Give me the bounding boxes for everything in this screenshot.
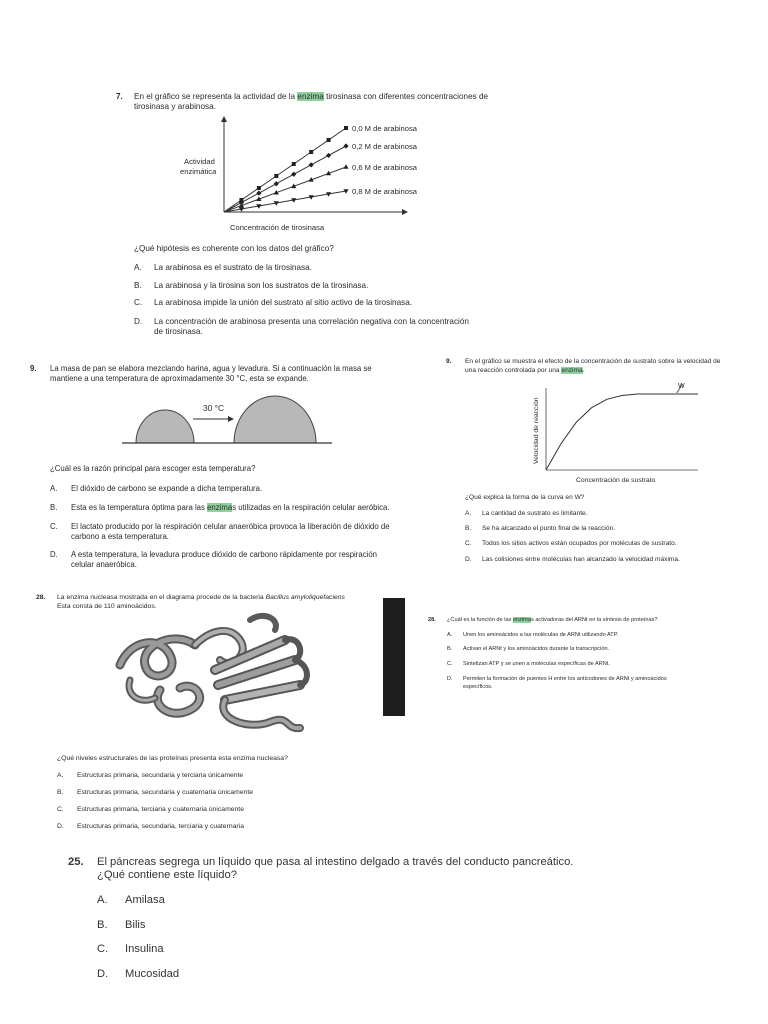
question-number: 9.: [30, 364, 37, 373]
y-axis-label-line2: enzimática: [180, 167, 217, 176]
option-text: Permiten la formación de puentes H entre los anticodones de ARNt y aminoácidos: [463, 676, 667, 682]
stem-text: una reacción controlada por una: [465, 367, 562, 374]
option-letter: B.: [465, 525, 472, 532]
option-letter: C.: [134, 298, 143, 307]
option-text: Sintetizan ATP y se unen a moléculas específicas de ARNt.: [463, 661, 610, 667]
option-text-line2: de tirosinasa.: [154, 327, 203, 336]
question-number: 28.: [428, 617, 436, 623]
option-text-line2: específicos.: [463, 684, 493, 690]
question-prompt: ¿Qué hipótesis es coherente con los datos del gráfico?: [134, 244, 334, 253]
option-text-part: Esta es la temperatura óptima para las: [71, 503, 208, 512]
option-text: Estructuras primaria, secundaria y cuaternaria únicamente: [77, 789, 254, 796]
question-prompt: ¿Qué niveles estructurales de las proteínas presenta esta enzima nucleasa?: [57, 755, 288, 762]
series-label: 0,8 M de arabinosa: [352, 187, 418, 196]
option-text: La arabinosa es el sustrato de la tirosinasa.: [154, 263, 312, 272]
chart-plot-area: [221, 116, 418, 215]
option-text: El dióxido de carbono se expande a dicha temperatura.: [71, 484, 263, 493]
temperature-label: 30 °C: [203, 403, 225, 413]
option-text: La concentración de arabinosa presenta una correlación negativa con la concentración: [154, 317, 469, 326]
data-point: [257, 186, 261, 190]
option-text: Insulina: [125, 943, 164, 955]
stem-text: .: [582, 367, 585, 374]
option-letter: A.: [97, 894, 108, 906]
question-number: 25.: [68, 856, 84, 868]
data-point: [309, 150, 313, 154]
question-prompt: ¿Cuál es la razón principal para escoger esta temperatura?: [50, 464, 256, 473]
y-axis-label-line1: Actividad: [184, 157, 215, 166]
data-point: [292, 162, 296, 166]
small-dough-shape: [136, 410, 194, 443]
option-letter: B.: [50, 503, 58, 512]
option-text-part: s utilizadas en la respiración celular aeróbica.: [232, 503, 390, 512]
question-stem-line2: ¿Qué contiene este líquido?: [97, 869, 237, 881]
highlighted-term: enzima: [207, 503, 233, 512]
question-stem-line2: mantiene a una temperatura de aproximadamente 30 °C, esta se expande.: [50, 374, 309, 383]
stem-text: s activadoras del ARNt en la síntesis de proteínas?: [530, 617, 658, 623]
question-stem: [134, 92, 488, 103]
data-point: [274, 174, 278, 178]
series-label: 0,0 M de arabinosa: [352, 124, 418, 133]
question-number: 9.: [446, 358, 452, 365]
option-letter: D.: [465, 556, 472, 563]
question-stem-line2: tirosinasa y arabinosa.: [134, 102, 216, 111]
question-stem-line2: [465, 367, 585, 376]
dough-expansion-diagram: [120, 392, 420, 448]
option-text: Activan el ARNt y los aminoácidos durante la transcripción.: [463, 646, 610, 652]
option-letter: D.: [447, 676, 453, 682]
option-text-line2: celular anaeróbica.: [71, 560, 137, 569]
data-point: [309, 162, 314, 167]
series-label: 0,2 M de arabinosa: [352, 142, 418, 151]
arrow-head-icon: [228, 416, 234, 422]
option-letter: A.: [447, 632, 453, 638]
reaction-rate-chart: [526, 378, 706, 488]
data-point: [343, 143, 348, 148]
option-text: La arabinosa y la tirosina son los sustratos de la tirosinasa.: [154, 281, 369, 290]
data-point: [274, 181, 279, 186]
option-letter: A.: [50, 484, 58, 493]
stem-text: ¿Cuál es la función de las: [447, 617, 513, 623]
series-label: 0,6 M de arabinosa: [352, 163, 418, 172]
option-text: Estructuras primaria, secundaria y terciaria únicamente: [77, 772, 244, 779]
option-text: Se ha alcanzado el punto final de la reacción.: [482, 525, 616, 532]
option-letter: D.: [97, 968, 109, 980]
option-letter: D.: [50, 550, 58, 559]
option-letter: C.: [57, 806, 64, 813]
question-stem: El páncreas segrega un líquido que pasa al intestino delgado a través del conducto pancreático.: [97, 856, 574, 868]
option-text: La arabinosa impide la unión del sustrato al sitio activo de la tirosinasa.: [154, 298, 413, 307]
option-text: Las colisiones entre moléculas han alcanzado la velocidad máxima.: [482, 556, 680, 563]
question-prompt: ¿Qué explica la forma de la curva en W?: [465, 494, 585, 501]
highlighted-term: enzima: [561, 367, 583, 374]
data-point: [344, 126, 348, 130]
option-letter: B.: [447, 646, 453, 652]
chart-plot-area: [546, 384, 698, 470]
option-letter: A.: [57, 772, 64, 779]
option-letter: C.: [97, 943, 109, 955]
highlighted-term: enzima: [297, 92, 324, 101]
stem-text: La enzima nucleasa mostrada en el diagrama procede de la bacteria: [57, 594, 266, 601]
protein-ribbon-diagram: [100, 610, 330, 740]
option-text: Estructuras primaria, secundaria, terciaria y cuaternaria: [77, 823, 244, 830]
option-text: La cantidad de sustrato es limitante.: [482, 510, 588, 517]
highlighted-term: enzima: [512, 617, 531, 623]
option-letter: C.: [50, 522, 58, 531]
y-axis-label: Velocidad de reacción: [533, 397, 540, 464]
question-stem-line2: Esta consta de 110 aminoácidos.: [57, 603, 157, 610]
curve-annotation: W: [678, 383, 685, 390]
option-text: A esta temperatura, la levadura produce dióxido de carbono rápidamente por respiración: [71, 550, 377, 559]
data-point: [343, 164, 348, 169]
x-axis-label: Concentración de sustrato: [576, 477, 656, 484]
option-letter: A.: [465, 510, 472, 517]
option-letter: C.: [447, 661, 453, 667]
data-point: [326, 153, 331, 158]
question-number: 28.: [36, 594, 46, 601]
option-text: Estructuras primaria, terciaria y cuaternaria únicamente: [77, 806, 244, 813]
option-text-line2: carbono a esta temperatura.: [71, 532, 169, 541]
option-letter: D.: [134, 317, 143, 326]
option-letter: B.: [134, 281, 142, 290]
question-stem: [57, 594, 371, 603]
option-letter: A.: [134, 263, 142, 272]
option-text: [71, 503, 390, 513]
option-text: Unen los aminoácidos a las moléculas de ARNt utilizando ATP.: [463, 632, 619, 638]
species-name: Bacillus amyloliquefaciens: [265, 594, 345, 601]
option-letter: C.: [465, 540, 472, 547]
stem-text: tirosinasa con diferentes concentraciones de: [323, 92, 489, 101]
scan-dark-bar: [383, 598, 405, 716]
y-axis-arrow-icon: [221, 116, 227, 122]
question-stem: La masa de pan se elabora mezclando harina, agua y levadura. Si a continuación la masa se: [50, 364, 372, 373]
x-axis-label: Concentración de tirosinasa: [230, 223, 325, 232]
option-letter: D.: [57, 823, 64, 830]
question-number: 7.: [116, 92, 123, 101]
option-text: El lactato producido por la respiración celular anaeróbica provoca la liberación de dióxido de: [71, 522, 390, 531]
data-point: [256, 191, 261, 196]
data-point: [291, 172, 296, 177]
x-axis-arrow-icon: [402, 209, 408, 215]
stem-text: En el gráfico se representa la actividad de la: [134, 92, 298, 101]
question-stem: [447, 617, 658, 624]
option-text: Todos los sitios activos están ocupados por moléculas de sustrato.: [482, 540, 677, 547]
enzyme-activity-chart: [170, 114, 470, 234]
option-text: Mucosidad: [125, 968, 180, 980]
option-text: Amilasa: [125, 894, 165, 906]
option-text: Bilis: [125, 919, 146, 931]
data-point: [327, 138, 331, 142]
option-letter: B.: [57, 789, 64, 796]
rate-curve: [546, 394, 698, 470]
large-dough-shape: [234, 396, 316, 443]
option-letter: B.: [97, 919, 108, 931]
question-stem: En el gráfico se muestra el efecto de la concentración de sustrato sobre la velocidad de: [465, 358, 721, 365]
